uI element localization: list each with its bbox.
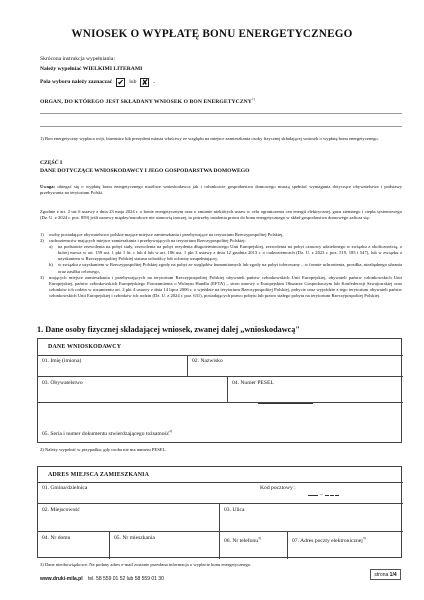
list-item-text [49,275,402,299]
list-item-text: osoby posiadające obywatelstwo polskie mające miejsce zamieszkania i przebywające na terytorium Rzeczypospolitej Polskiej, [49,232,284,237]
part1-note [40,184,402,196]
eligibility-list [40,232,402,299]
citizenship-label: 03. Obywatelstwo [42,380,83,386]
first-name-field[interactable] [38,355,188,377]
sub-list [40,244,402,274]
municipality-label: 01. Gmina/dzielnica [42,485,88,491]
authority-footnote-ref: 1) [251,97,256,101]
apartment-number-field[interactable] [110,532,220,559]
email-footnote-ref: 3) [362,536,366,540]
footer-phone: tel. 58 559 01 52 lub 58 559 01 30 [88,576,164,582]
instructions-heading: Skrócona instrukcja wypełniania: [40,56,115,62]
footnote-2: 2) Należy wypełnić w przypadku, gdy osoba nie ma numeru PESEL. [40,447,167,452]
part1-subtitle: DANE DOTYCZĄCE WNIOSKODAWCY I JEGO GOSPODARSTWA DOMOWEGO [40,168,250,174]
last-name-field[interactable] [188,355,403,377]
sub-list-item-letter: a) [49,244,53,250]
email-label [292,535,366,545]
municipality-field[interactable] [38,482,403,504]
applicant-table-header: DANE WNIOSKODAWCY [48,344,122,350]
part1-title: CZĘŚĆ I [40,160,63,166]
email-field[interactable] [288,532,403,559]
phone-field[interactable] [220,532,288,559]
id-document-footnote-ref: 2) [169,429,173,433]
locality-field[interactable] [38,504,220,532]
note-text: ubiegać się o wypłatę bonu energetycznego możliwe wnioskodawca jak i członkowie gospodarstwa domowego muszą spełniać wymagania dotyczące obywatelstwa i podstawy przebywania na terytorium Polski. [40,184,402,196]
list-item-number: 1) [40,232,44,237]
email-label-text: 07. Adres poczty elektronicznej [292,537,363,544]
applicant-data-table [37,338,402,443]
checkmark-example-icon: ✔ [117,78,125,87]
list-item-text: cudzoziemców mających miejsce zamieszkania i przebywających na terytorium Rzeczypospolitej Polskiej: [49,238,246,244]
instructions-or: lub [129,79,137,85]
page-title: WNIOSEK O WYPŁATĘ BONU ENERGETYCZNEGO [71,28,353,40]
list-item-body: obywateli państw członkowskich Unii Europejskiej, państw członkowskich Europejskiego Porozumienia o Wolnym Handlu (EFTA) – stron umowy o Europejskim Obszarze Gospodarczym lub Konfederacji Szwajcarskiej oraz członków ich rodzin w rozumieniu art. 2 pkt 4 ustawy z dnia 14 lipca 2006 r. o wjeździe na terytorium Rzeczypospolitej Polskiej, pobycie oraz wyjeździe z tego terytorium obywateli państw członkowskich Unii Europejskiej i członków ich rodzin (Dz. U. z 2024 r. poz. 631), posiadających prawo pobytu lub prawo stałego pobytu na terytorium Rzeczypospolitej Polskiej. [49,274,402,298]
id-document-field[interactable] [38,403,403,444]
address-table-header: ADRES MIEJSCA ZAMIESZKANIA [48,472,150,478]
phone-label-text: 06. Nr telefonu [224,537,259,544]
authority-line-1[interactable] [40,113,402,114]
footnote-3: 3) Dane nieobowiązkowe. Na podany adres e-mail zostanie przesłana informacja o wypłacie bonu energetycznego. [40,562,252,567]
locality-label: 02. Miejscowość [42,507,80,513]
sub-list-item-text: na podstawie zezwolenia na pobyt stały, zezwolenia na pobyt rezydenta długoterminowego Unii Europejskiej, zezwolenia na pobyt czasowy udzielonego w związku z okolicznością, o której mowa w art. 159 ust. 1 pkt 1 lit. c lub d lub w art. 186 ust. 1 pkt 3 ustawy z dnia 12 grudnia 2013 r. o cudzoziemcach (Dz. U. z 2023 r. poz. 519, 185 i 547), lub w związku z uzyskaniem w Rzeczypospolitej Polskiej statusu uchodźcy lub ochrony uzupełniającej, [58,244,402,262]
address-table [37,466,402,558]
authority-label [40,96,255,106]
pesel-label: 04. Numer PESEL [232,380,274,386]
section-1-title: 1. Dane osoby fizycznej składającej wniosek, zwanej dalej „wnioskodawcą" [37,325,300,334]
first-name-label: 01. Imię (imiona) [42,358,82,364]
page-number: 1/4 [389,572,397,578]
note-label: Uwaga: [40,184,56,189]
house-number-label: 04. Nr domu [42,535,71,541]
authority-line-2[interactable] [40,126,402,127]
list-item-lead: mających miejsce zamieszkania i przebywających na terytorium Rzeczypospolitej Polskiej obywateli państw członkowskich Unii Europejskiej, [49,274,327,280]
instructions-checkbox-note [40,78,155,87]
sub-list-item-letter: b) [49,262,53,268]
street-field[interactable] [220,504,403,532]
postal-code-dash: – [320,492,323,498]
phone-label [224,535,261,545]
instructions-dot: . [153,79,155,85]
phone-footnote-ref: 3) [258,536,261,540]
sub-list-item [49,262,402,274]
sub-list-item [49,244,402,262]
sub-list-item-text: w związku z uzyskaniem w Rzeczypospolitej Polskiej zgody na pobyt ze względów humanitarnych lub zgody na pobyt tolerowany – w formie uchronienia, prosiłka, niezbędnego uhrania oraz zasiłku celowego, [58,262,402,274]
x-mark-example-icon: ✘ [141,78,149,87]
id-document-label [42,428,172,438]
list-item-number: 3) [40,274,44,280]
authority-label-text: ORGAN, DO KTÓREGO JEST SKŁADANY WNIOSEK O BON ENERGETYCZNY [40,98,252,105]
page-number-box [370,569,401,580]
footer-site-link[interactable]: www.druki-mila.pl [40,576,83,582]
list-item-number: 2) [40,238,44,244]
page-label: strona [374,572,389,578]
street-label: 03. Ulica [224,507,245,513]
house-number-field[interactable] [38,532,110,559]
part1-intro: Zgodnie z art. 2 ust 6 ustawy z dnia 23 maja 2024 r. o bonie energetycznym oraz o zmianie niektórych ustaw w celu ograniczenia cen energii elektrycznej, gazu ziemnego i ciepła systemowego (Dz. U. z 2024 r. poz. 859) jeśli uznowy między/narodowe nie stanowią inaczej, to potrzeby ustalenia prawa do bonu energetycznego w skład gospodarstwa domowego zalicza się: [40,209,402,221]
postal-code-input[interactable] [308,490,340,498]
footnote-1: 1) Bon energetyczny wypłaca wójt, burmistrz lub prezydent miasta właściwy ze względu na miejsce zamieszkania osoby fizycznej składającej wniosek o wypłatę bonu energetycznego. [40,136,379,141]
citizenship-field[interactable] [38,377,228,403]
postal-code-label: Kod pocztowy : [260,485,296,491]
instructions-checkbox-label: Pola wyboru należy zaznaczać [40,79,113,85]
pesel-field[interactable] [228,377,403,403]
footer [40,576,164,582]
last-name-label: 02. Nazwisko [192,358,223,364]
id-document-label-text: 05. Seria i numer dokumentu stwierdzającego tożsamość [42,430,170,437]
apartment-number-label: 05. Nr mieszkania [114,535,155,541]
list-item [40,275,402,299]
instructions-uppercase-note: Należy wypełniać WIELKIMI LITERAMI [40,66,143,72]
